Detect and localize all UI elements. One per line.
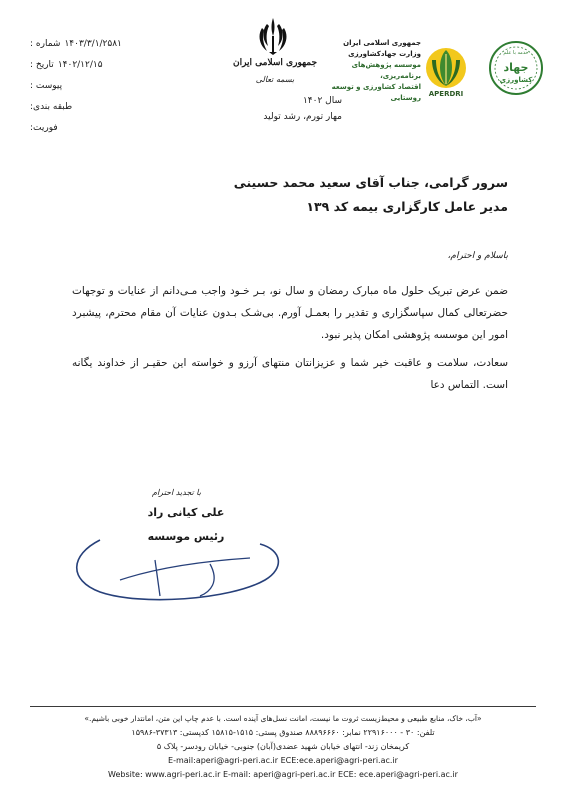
recipient-position: مدیر عامل کارگزاری بیمه کد ۱۳۹ (306, 199, 508, 214)
signatory-name: علی کیانی راد (147, 506, 225, 519)
attachment-label: پیوست : (30, 81, 63, 91)
urgency-row (30, 118, 160, 139)
date-value: ۱۴۰۲/۱۲/۱۵ (57, 60, 103, 70)
classification-label: طبقه بندی: (30, 102, 73, 112)
signatory-title: رئیس موسسه (147, 530, 225, 543)
date-row (30, 55, 160, 76)
recipient-block (58, 171, 508, 219)
bismillah: بسمه تعالی (255, 75, 295, 84)
number-row (30, 34, 160, 55)
jihad-keshavarzi-logo-icon (488, 40, 544, 96)
year-slogan: مهار تورم، رشد تولید (263, 112, 342, 122)
letter-footer (30, 712, 536, 782)
footer-address: کریمخان زند- انتهای خیابان شهید عضدی(آبان) جنوبی- خیابان رودسر- پلاک ۵ (156, 742, 410, 751)
number-value: ۱۴۰۳/۳/۱/۲۵۸۱ (64, 39, 122, 49)
body-paragraph-1: ضمن عرض تبریک حلول ماه مبارک رمضان و سال نو، بـر خـود واجب مـی‌دانم از عنایات و توجهات حضرتعالی کمال سپاسگزاری و تقدیر را بعمـل آورم. بی‌شـک بـدون عنایات آن مقام محترم، پیشبرد امور این موسسه پژوهشی امکان پذیر نبود. (72, 285, 508, 341)
jihad-word-text: جهاد (503, 61, 529, 74)
state-name: جمهوری اسلامی ایران (232, 58, 318, 68)
org-line-1: جمهوری اسلامی ایران (343, 39, 421, 47)
jihad-top-text: خدمه با علم (503, 50, 529, 56)
aperdri-logo-icon (418, 44, 474, 92)
recipient-name: سرور گرامی، جناب آقای سعید محمد حسینی (233, 175, 508, 190)
footer-quote: «آب، خاک، منابع طبیعی و محیط‌زیست ثروت ما نیست، امانت نسل‌های آینده است. با عدم چاپ این متن، امانتدار خوبی باشیم.» (84, 714, 482, 723)
footer-contact: تلفن: ۳۰ - ۲۲۹۱۶۰۰۰ نمابر: ۸۸۸۹۶۶۶۰ صندوق پستی: ۱۵۱۵-۱۵۸۱۵ کدپستی: ۳۷۳۱۳-۱۵۹۸۶ (131, 728, 435, 737)
iran-emblem-icon (258, 16, 288, 56)
organization-block (326, 38, 421, 104)
jihad-sub-text: کشاورزی (499, 76, 533, 84)
footer-email: E-mail:aperi@agri-peri.ac.ir ECE:ece.aperi@agri-peri.ac.ir (168, 756, 398, 765)
letter-body (72, 280, 508, 396)
org-line-2: وزارت جهادکشاورزی (348, 50, 421, 58)
urgency-label: فوریت: (30, 123, 58, 133)
footer-website: Website: www.agri-peri.ac.ir E-mail: aperi@agri-peri.ac.ir ECE: ece.aperi@agri-peri.ac.ir (108, 770, 458, 779)
year-label: سال ۱۴۰۲ (302, 96, 342, 106)
footer-divider (30, 706, 536, 707)
signature-greeting: با تجدید احترام (152, 488, 201, 497)
number-label: شماره : (30, 39, 61, 49)
org-line-3: موسسه پژوهش‌های برنامه‌ریزی، (351, 61, 421, 80)
attachment-row (30, 76, 160, 97)
aperdri-label: APERDRI (428, 90, 464, 98)
body-paragraph-2: سعادت، سلامت و عاقبت خیر شما و عزیزانتان منتهای آرزو و خواسته این حقیـر از خداوند یگانه است. التماس دعا (72, 357, 508, 391)
date-label: تاریخ : (30, 60, 54, 70)
salutation: باسلام و احترام، (447, 251, 508, 261)
org-line-4: اقتصاد کشاورزی و توسعه روستایی (331, 83, 421, 102)
classification-row (30, 97, 160, 118)
letter-meta (30, 34, 160, 139)
